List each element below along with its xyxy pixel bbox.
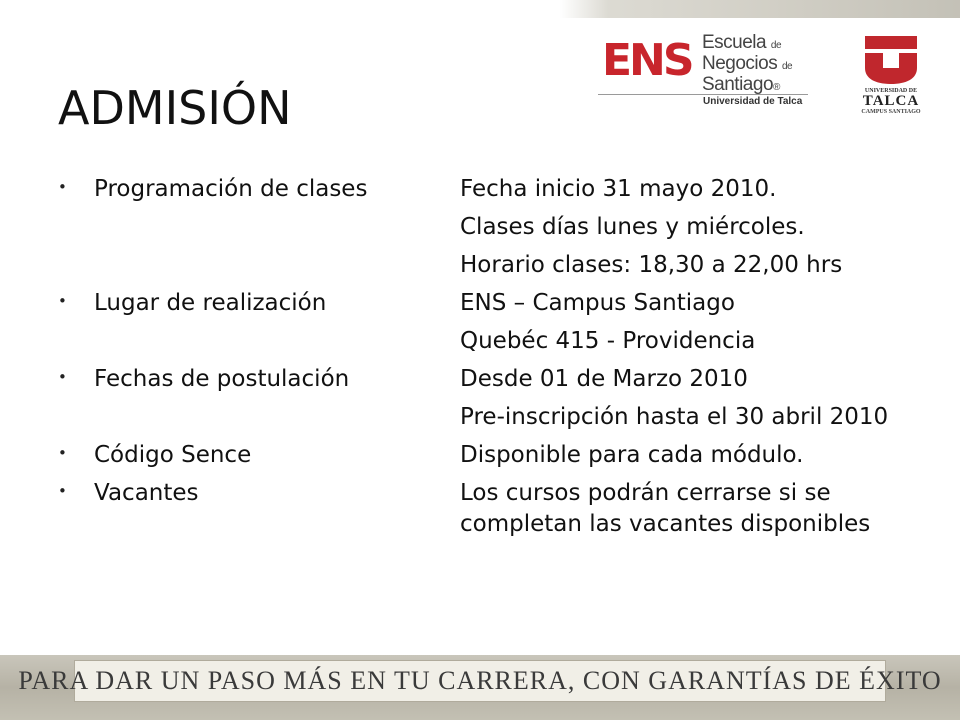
- row-value: Horario clases: 18,30 a 22,00 hrs: [460, 252, 843, 278]
- list-item: [56, 360, 936, 436]
- talca-crest-icon: [863, 34, 919, 86]
- ens-university-caption: Universidad de Talca: [703, 96, 803, 107]
- ens-logo: [598, 30, 813, 110]
- ens-line-3: Santiago®: [702, 74, 780, 95]
- bullet: •: [58, 368, 67, 386]
- bullet: •: [58, 178, 67, 196]
- row-value: ENS – Campus Santiago: [460, 290, 735, 316]
- row-value: Fecha inicio 31 mayo 2010.: [460, 176, 777, 202]
- talca-university-label: UNIVERSIDAD DE: [864, 88, 918, 94]
- footer-slogan: PARA DAR UN PASO MÁS EN TU CARRERA, CON GARANTÍAS DE ÉXITO: [18, 666, 942, 695]
- talca-name: TALCA: [862, 93, 920, 109]
- row-values: [460, 284, 936, 360]
- row-value: Desde 01 de Marzo 2010: [460, 366, 748, 392]
- footer-banner: [18, 660, 942, 702]
- top-texture-band: [560, 0, 960, 18]
- admission-details-list: [56, 170, 936, 543]
- ens-divider: [598, 94, 808, 95]
- row-label: Vacantes: [94, 480, 199, 506]
- list-item: [56, 436, 936, 474]
- ens-wordmark: [702, 34, 812, 97]
- ens-line-1: Escuela de: [702, 32, 782, 53]
- row-label: Lugar de realización: [94, 290, 327, 316]
- ens-line-2: Negocios de: [702, 53, 793, 74]
- row-value: Disponible para cada módulo.: [460, 442, 804, 468]
- row-value: Clases días lunes y miércoles.: [460, 214, 805, 240]
- row-value: Quebéc 415 - Providencia: [460, 328, 756, 354]
- talca-campus-label: CAMPUS SANTIAGO: [861, 109, 921, 115]
- row-values: [460, 360, 936, 436]
- ens-mark: ENS: [602, 35, 692, 86]
- row-value: Los cursos podrán cerrarse si se completan las vacantes disponibles: [460, 480, 871, 537]
- list-item: [56, 170, 936, 284]
- bullet: •: [58, 292, 67, 310]
- list-item: [56, 284, 936, 360]
- bullet: •: [58, 444, 67, 462]
- row-values: [460, 474, 936, 543]
- row-value: Pre-inscripción hasta el 30 abril 2010: [460, 404, 889, 430]
- row-label: Fechas de postulación: [94, 366, 350, 392]
- row-label: Programación de clases: [94, 176, 368, 202]
- row-label: Código Sence: [94, 442, 252, 468]
- bullet: •: [58, 482, 67, 500]
- talca-logo: [848, 34, 934, 124]
- list-item: [56, 474, 936, 543]
- row-values: [460, 436, 936, 474]
- slide-title: ADMISIÓN: [58, 81, 292, 135]
- row-values: [460, 170, 936, 284]
